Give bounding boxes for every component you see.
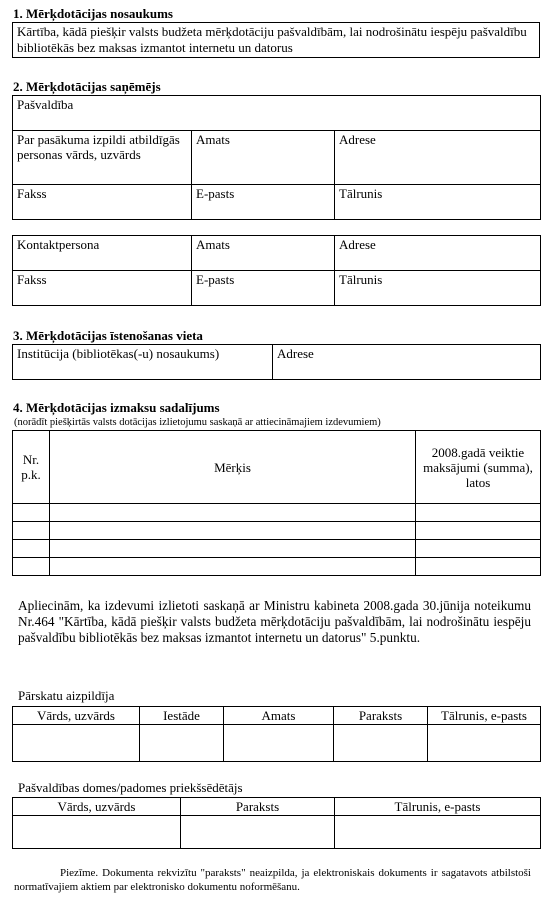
report-col-name: Vārds, uzvārds: [13, 707, 140, 725]
location-address-cell: Adrese: [273, 345, 541, 380]
fax-cell: Fakss: [13, 185, 192, 220]
recipient-table: [12, 95, 541, 220]
chair-table: [12, 797, 541, 849]
chair-title: Pašvaldības domes/padomes priekšsēdētājs: [18, 780, 243, 795]
location-table: [12, 344, 541, 380]
chair-col-name: Vārds, uzvārds: [13, 798, 181, 816]
contact-fax-cell: Fakss: [13, 271, 192, 306]
grant-name-cell: Kārtība, kādā piešķir valsts budžeta mērķdotāciju pašvaldībām, lai nodrošinātu iespēju pašvaldību bibliotēkās bez maksas izmantot internetu un datorus: [13, 23, 540, 58]
email-cell: E-pasts: [192, 185, 335, 220]
expense-table: [12, 430, 541, 576]
table-row: [13, 522, 541, 540]
table-row: [13, 816, 541, 849]
chair-col-signature: Paraksts: [181, 798, 335, 816]
chair-col-contact: Tālrunis, e-pasts: [335, 798, 541, 816]
table-row: [13, 558, 541, 576]
certification-text: Apliecinām, ka izdevumi izlietoti saskaņā ar Ministru kabineta 2008.gada 30.jūnija noteikumu Nr.464 "Kārtība, kādā piešķir valsts budžeta mērķdotāciju pašvaldībām, lai nodrošinātu iespēju pašvaldību bibliotēkās bez maksas izmantot internetu un datorus" 5.punktu.: [18, 598, 531, 645]
phone-cell: Tālrunis: [335, 185, 541, 220]
report-col-institution: Iestāde: [140, 707, 224, 725]
section-2-heading: 2. Mērķdotācijas saņēmējs: [13, 79, 161, 94]
contact-person-cell: Kontaktpersona: [13, 236, 192, 271]
table-row: [13, 725, 541, 762]
col-goal-header: Mērķis: [50, 431, 416, 504]
position-cell: Amats: [192, 131, 335, 185]
table-row: [13, 504, 541, 522]
section-1-table: [12, 22, 540, 58]
contact-address-cell: Adrese: [335, 236, 541, 271]
col-amount-header: 2008.gadā veiktie maksājumi (summa), latos: [416, 431, 541, 504]
municipality-cell: Pašvaldība: [13, 96, 541, 131]
report-col-position: Amats: [224, 707, 334, 725]
responsible-person-cell: Par pasākuma izpildi atbildīgās personas vārds, uzvārds: [13, 131, 192, 185]
report-table: [12, 706, 541, 762]
footnote: Piezīme. Dokumenta rekvizītu "paraksts" neaizpilda, ja elektroniskais dokuments ir sagatavots atbilstoši normatīvajiem aktiem par elektronisko dokumentu noformēšanu.: [14, 867, 531, 893]
report-col-signature: Paraksts: [334, 707, 428, 725]
contact-table: [12, 235, 541, 306]
col-nr-header: Nr. p.k.: [13, 431, 50, 504]
institution-cell: Institūcija (bibliotēkas(-u) nosaukums): [13, 345, 273, 380]
table-row: [13, 540, 541, 558]
section-1-heading: 1. Mērķdotācijas nosaukums: [13, 6, 173, 21]
report-col-contact: Tālrunis, e-pasts: [428, 707, 541, 725]
contact-phone-cell: Tālrunis: [335, 271, 541, 306]
report-title: Pārskatu aizpildīja: [18, 688, 115, 703]
section-4-heading: 4. Mērķdotācijas izmaksu sadalījums: [13, 400, 220, 415]
address-cell: Adrese: [335, 131, 541, 185]
contact-position-cell: Amats: [192, 236, 335, 271]
section-3-heading: 3. Mērķdotācijas īstenošanas vieta: [13, 328, 203, 343]
section-4-subheading: (norādīt piešķirtās valsts dotācijas izlietojumu saskaņā ar attiecināmajiem izdevumiem): [14, 417, 381, 428]
contact-email-cell: E-pasts: [192, 271, 335, 306]
